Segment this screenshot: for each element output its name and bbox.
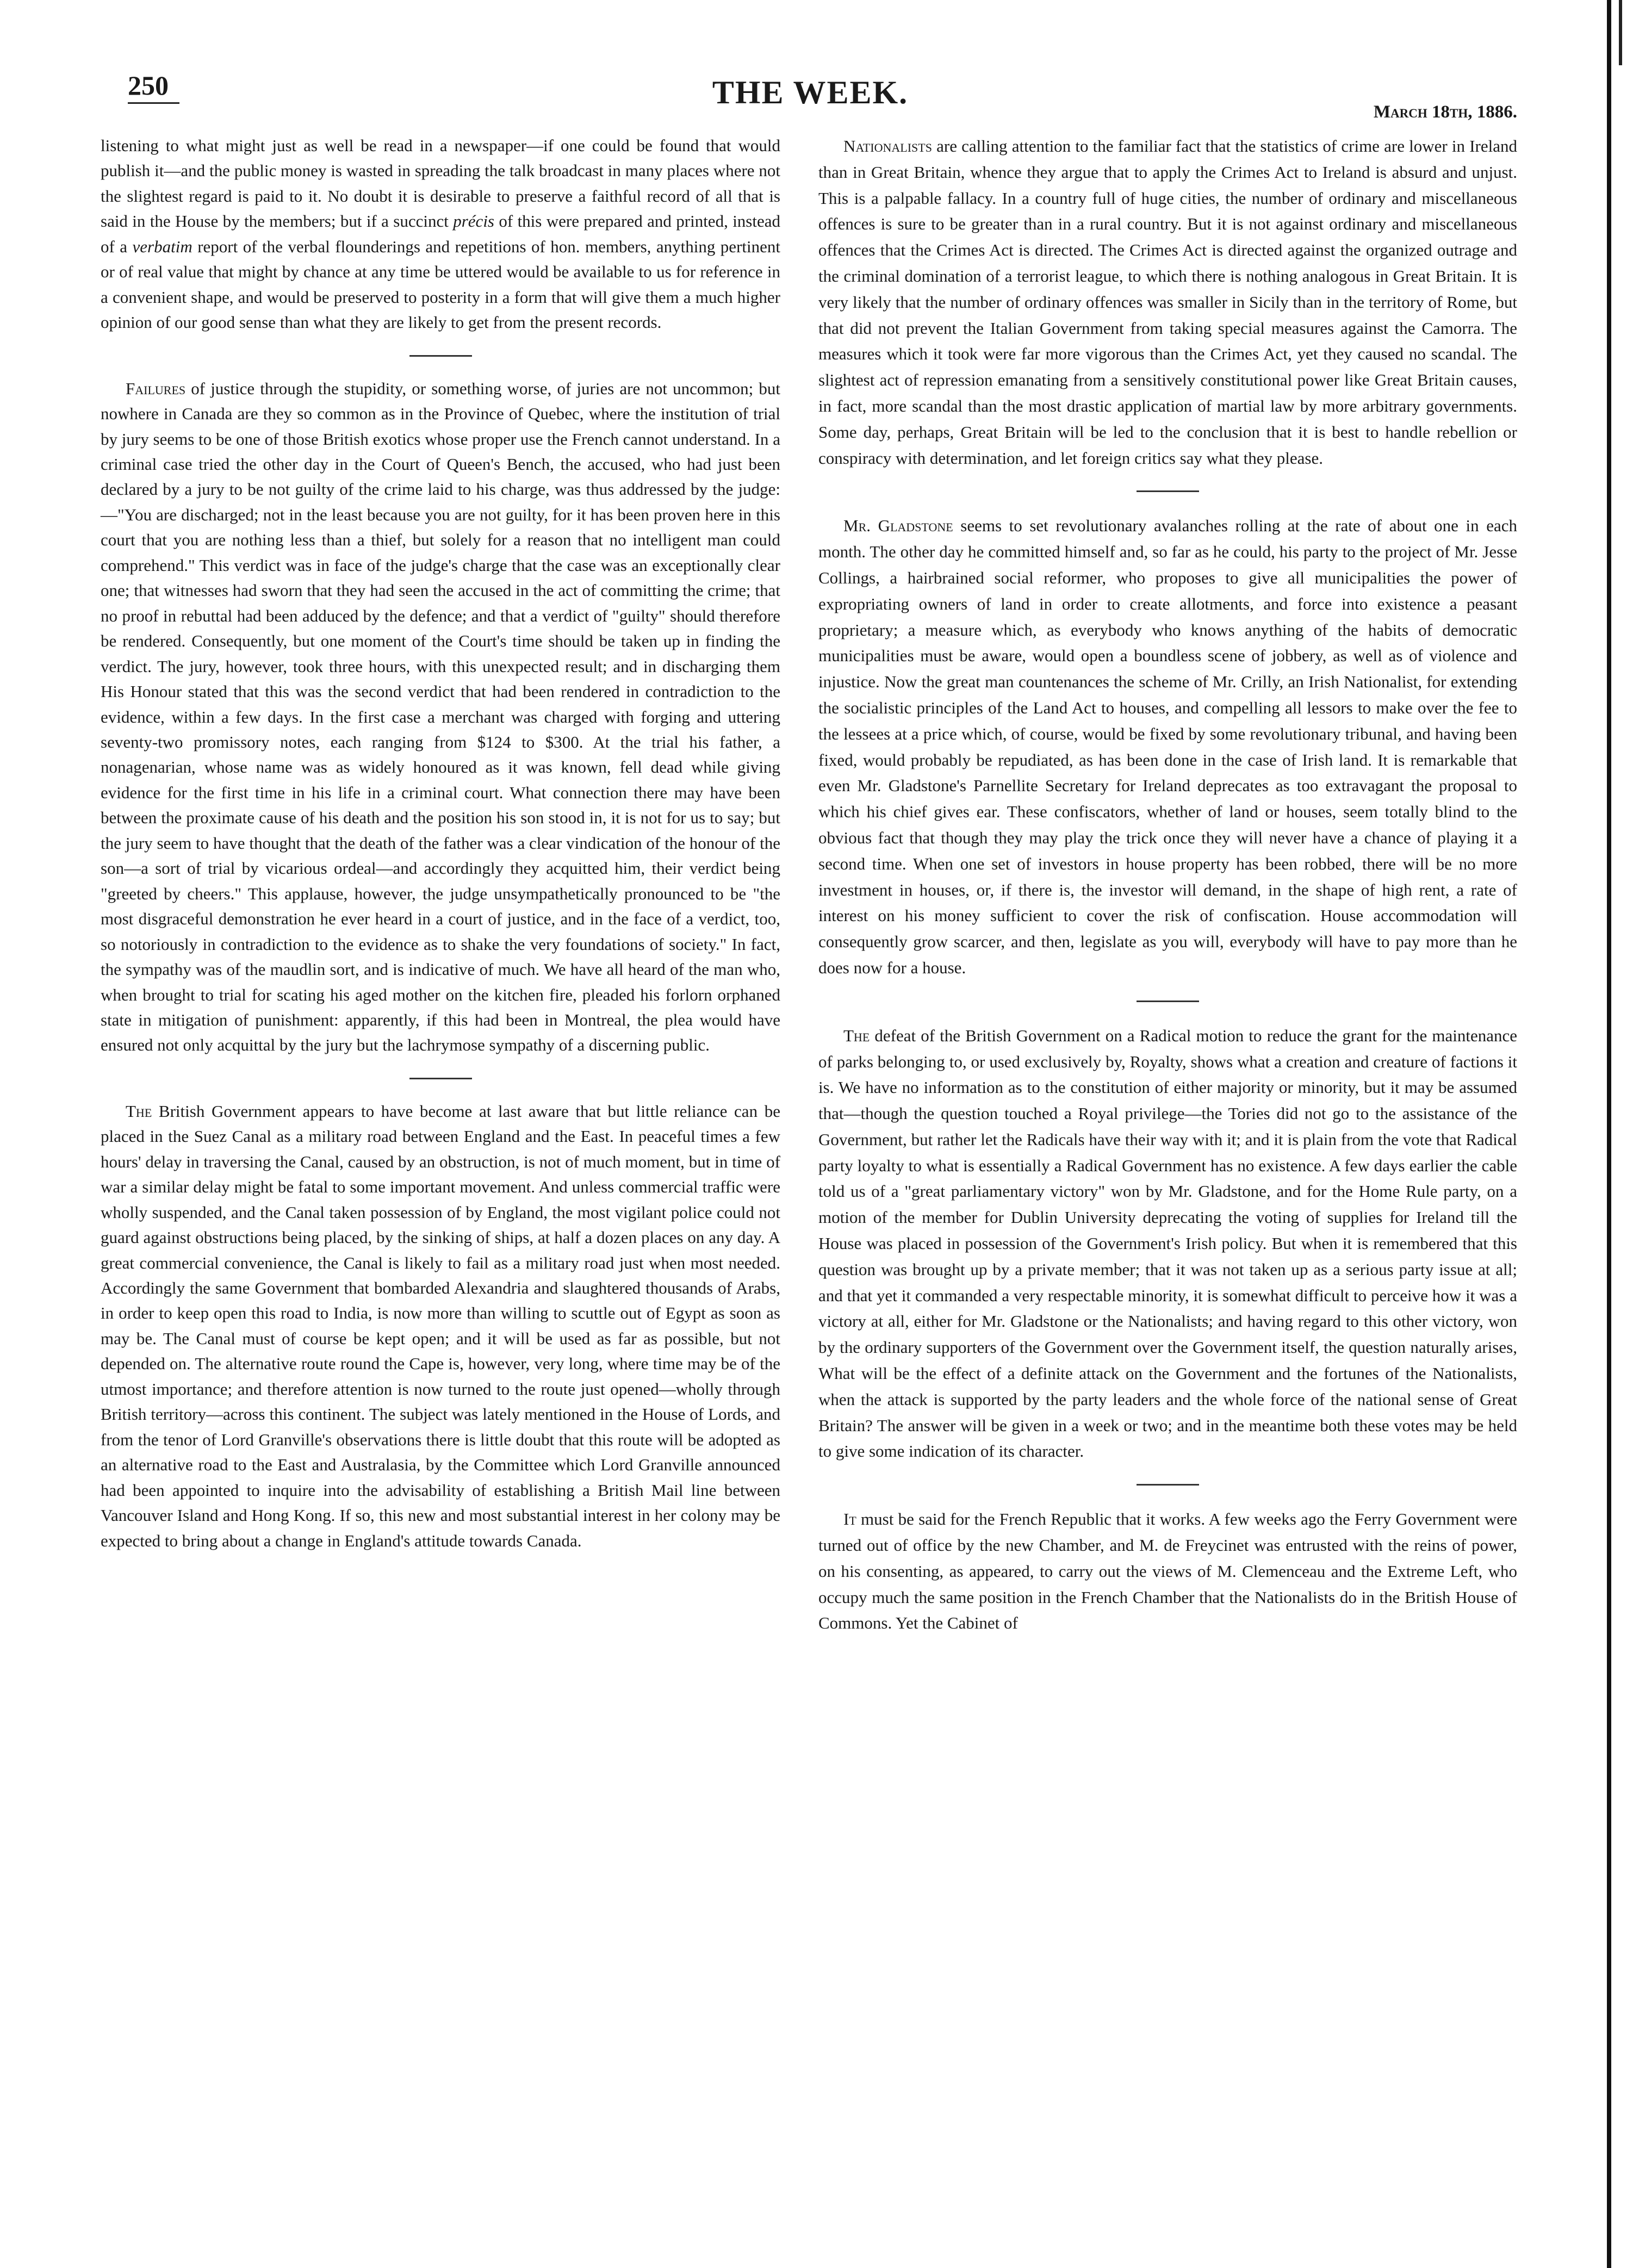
page-edge-mark bbox=[1619, 0, 1622, 65]
article-lead-word: It bbox=[843, 1509, 856, 1529]
article-lead-word: The bbox=[843, 1026, 870, 1045]
article-italic-term: précis bbox=[453, 212, 494, 231]
article-lead-word: The bbox=[126, 1101, 152, 1121]
article-french-republic bbox=[818, 1506, 1517, 1636]
article-text: must be said for the French Republic that it works. A few weeks ago the Ferry Government were turned out of office by the new Chamber, and M. de Freycinet was entrusted with the reins of power, on his consenting, as appeared, to carry out the views of M. Clemenceau and the Extreme Left, who occupy much the same position in the French Chamber that the Nationalists do in the British House of Commons. Yet the Cabinet of bbox=[818, 1509, 1517, 1633]
page-header bbox=[114, 70, 1517, 122]
article-text: are calling attention to the familiar fact that the statistics of crime are lower in Ireland than in Great Britain, whence they argue that to apply the Crimes Act to Ireland is absurd and unjust. This is a palpable fallacy. In a country full of huge cities, the number of ordinary and miscellaneous offences is sure to be greater than in a rural country. But it is not against ordinary and miscellaneous offences that the Crimes Act is directed. The Crimes Act is directed against the organized outrage and the criminal domination of a terrorist league, to which there is nothing analogous in Great Britain. It is very likely that the number of ordinary offences was smaller in Sicily than in the territory of Rome, but that did not prevent the Italian Government from taking special measures against the Camorra. The measures which it took were far more vigorous than the Crimes Act, yet they caused no scandal. The slightest act of repression emanating from a sensitively constitutional power like Great Britain causes, in fact, more scandal than the most drastic application of martial law by more arbitrary governments. Some day, perhaps, Great Britain will be led to the conclusion that it is best to handle rebellion or conspiracy with determination, and let foreign critics say what they please. bbox=[818, 136, 1517, 468]
article-gladstone-land bbox=[818, 513, 1517, 980]
section-divider bbox=[1137, 1484, 1199, 1486]
section-divider bbox=[1137, 1001, 1199, 1002]
article-crimes-act bbox=[818, 133, 1517, 471]
article-text: British Government appears to have become at last aware that but little reliance can be placed in the Suez Canal as a military road between England and the East. In peaceful times a few hours' delay in traversing the Canal, caused by an obstruction, is not of much moment, but in time of war a similar delay might be fatal to some important movement. And unless commercial traffic were wholly suspended, and the Canal taken possession of by England, the most vigilant police could not guard against obstructions being placed, by the sinking of ships, at half a dozen places on any day. A great commercial convenience, the Canal is likely to fail as a military road just when most needed. Accordingly the same Government that bombarded Alexandria and slaughtered thousands of Arabs, in order to keep open this road to India, is now more than willing to scuttle out of Egypt as soon as may be. The Canal must of course be kept open; and it will be used as far as possible, but not depended on. The alternative route round the Cape is, however, very long, where time may be of the utmost importance; and therefore attention is now turned to the route just opened—wholly through British territory—across this continent. The subject was lately mentioned in the House of Lords, and from the tenor of Lord Granville's observations there is little doubt that this route will be adopted as an alternative road to the East and Australasia, by the Committee which Lord Granville announced had been appointed to inquire into the advisability of establishing a British Mail line between Vancouver Island and Hong Kong. If so, this new and most substantial interest in her colony may be expected to bring about a change in England's attitude towards Canada. bbox=[101, 1101, 780, 1550]
article-text: report of the verbal flounderings and repetitions of hon. members, anything pertinent or of real value that might by chance at any time be uttered would be available to us for reference in a convenient shape, and would be preserved to posterity in a form that will give them a much higher opinion of our good sense than what they are likely to get from the present records. bbox=[101, 237, 780, 332]
page-number: 250 bbox=[128, 70, 169, 101]
article-suez-canal bbox=[101, 1099, 780, 1554]
article-text: listening to what might just as well be read in a newspaper—if one could be found that would publish it—and the public money is wasted in spreading the talk broadcast in many places where not the slightest regard is paid to it. No doubt it is desirable to preserve a faithful record of all that is said in the House by the members; but if a succinct bbox=[101, 136, 780, 231]
left-column bbox=[101, 133, 780, 1554]
section-divider bbox=[1137, 490, 1199, 492]
section-divider bbox=[409, 1078, 472, 1079]
article-lead-word: Nationalists bbox=[843, 136, 932, 156]
right-column bbox=[818, 133, 1517, 1636]
journal-title: THE WEEK. bbox=[712, 74, 909, 110]
article-government-defeat bbox=[818, 1023, 1517, 1465]
article-lead-word: Mr. Gladstone bbox=[843, 516, 953, 536]
article-parliament-records bbox=[101, 133, 780, 335]
article-text: defeat of the British Government on a Radical motion to reduce the grant for the maintenance of parks belonging to, or used exclusively by, Royalty, shows what a creation and creature of factions it is. We have no information as to the constitution of either majority or minority, but it may be assumed that—though the question touched a Royal privilege—the Tories did not go to the assistance of the Government, but rather let the Radicals have their way with it; and it is plain from the vote that Radical party loyalty to what is essentially a Radical Government has no existence. A few days earlier the cable told us of a "great parliamentary victory" won by Mr. Gladstone, and for the Home Rule party, on a motion of the member for Dublin University deprecating the voting of supplies for Ireland till the House was placed in possession of the Government's Irish policy. But when it is remembered that this question was brought up by a private member; that it was not taken up as a serious party issue at all; and that yet it commanded a very respectable minority, it is somewhat difficult to perceive how it was a victory at all, either for Mr. Gladstone or the Nationalists; and having regard to this other victory, won by the ordinary supporters of the Government over the Government itself, the question naturally arises, What will be the effect of a definite attack on the Government and the fortunes of the Nationalists, when the attack is supported by the party leaders and the whole force of the national sense of Great Britain? The answer will be given in a week or two; and in the meantime both these votes may be held to give some indication of its character. bbox=[818, 1026, 1517, 1461]
page-edge-shadow bbox=[1607, 0, 1611, 2268]
article-lead-word: Failures bbox=[126, 378, 186, 398]
article-text: seems to set revolutionary avalanches rolling at the rate of about one in each month. The other day he committed himself and, so far as he could, his party to the project of Mr. Jesse Collings, a hairbrained social reformer, who proposes to give all municipalities the power of expropriating owners of land in order to create allotments, and force into existence a peasant proprietary; a measure which, as everybody who knows anything of the habits of democratic municipalities must be aware, would open a boundless scene of jobbery, as well as of violence and injustice. Now the great man countenances the scheme of Mr. Crilly, an Irish Nationalist, for extending the socialistic principles of the Land Act to houses, and compelling all lessors to make over the fee to the lessees at a price which, of course, would be fixed by some revolutionary tribunal, and having been fixed, would probably be repudiated, as has been done in the case of Irish land. It is remarkable that even Mr. Gladstone's Parnellite Secretary for Ireland deprecates as too extravagant the proposal to which his chief gives ear. These confiscators, whether of land or houses, seem totally blind to the obvious fact that though they may play the trick once they will never have a chance of playing it a second time. When one set of investors in house property has been robbed, there will be no more investment in houses, or, if there is, the investor will demand, in the shape of high rent, a rate of interest on his money sufficient to cover the risk of confiscation. House accommodation will consequently grow scarcer, and then, legislate as you will, everybody will have to pay more than he does now for a house. bbox=[818, 516, 1517, 977]
article-text: of justice through the stupidity, or something worse, of juries are not uncommon; but nowhere in Canada are they so common as in the Province of Quebec, where the institution of trial by jury seems to be one of those British exotics whose proper use the French cannot understand. In a criminal case tried the other day in the Court of Queen's Bench, the accused, who had just been declared by a jury to be not guilty of the crime laid to his charge, was thus addressed by the judge:—"You are discharged; not in the least because you are not guilty, for it has been proven here in this court that you are nothing less than a thief, but solely for a reason that no intelligent man could comprehend." This verdict was in face of the judge's charge that the case was an exceptionally clear one; that witnesses had sworn that they had seen the accused in the act of committing the crime; that no proof in rebuttal had been adduced by the defence; and that a verdict of "guilty" should therefore be rendered. Consequently, but one moment of the Court's time should be taken up in finding the verdict. The jury, however, took three hours, with this unexpected result; and in discharging them His Honour stated that this was the second verdict that had been rendered in contradiction to the evidence, within a few days. In the first case a merchant was charged with forging and uttering seventy-two promissory notes, each ranging from $124 to $300. At the trial his father, a nonagenarian, whose name was as widely honoured as it was known, fell dead while giving evidence for the first time in his life in a criminal court. What connection there may have been between the proximate cause of his death and the position his son stood in, it is not for us to say; but the jury seem to have thought that the death of the father was a clear vindication of the honour of the son—a sort of trial by vicarious ordeal—and accordingly they acquitted him, their verdict being "greeted by cheers." This applause, however, the judge unsympathetically pronounced to be "the most disgraceful demonstration he ever heard in a court of justice, and in the face of a verdict, too, so notoriously in contradiction to the evidence as to shake the very foundations of society." In fact, the sympathy was of the maudlin sort, and is indicative of much. We have all heard of the man who, when brought to trial for scating his aged mother on the kitchen fire, pleaded his forlorn orphaned state in mitigation of punishment: apparently, if this had been in Montreal, the plea would have ensured not only acquittal by the jury but the lachrymose sympathy of a discerning public. bbox=[101, 378, 780, 1055]
article-text: of this were prepared and printed, instead of a bbox=[101, 212, 780, 256]
article-italic-term: verbatim bbox=[132, 237, 193, 256]
issue-date: March 18th, 1886. bbox=[1373, 102, 1517, 122]
section-divider bbox=[409, 355, 472, 357]
article-quebec-juries bbox=[101, 376, 780, 1058]
